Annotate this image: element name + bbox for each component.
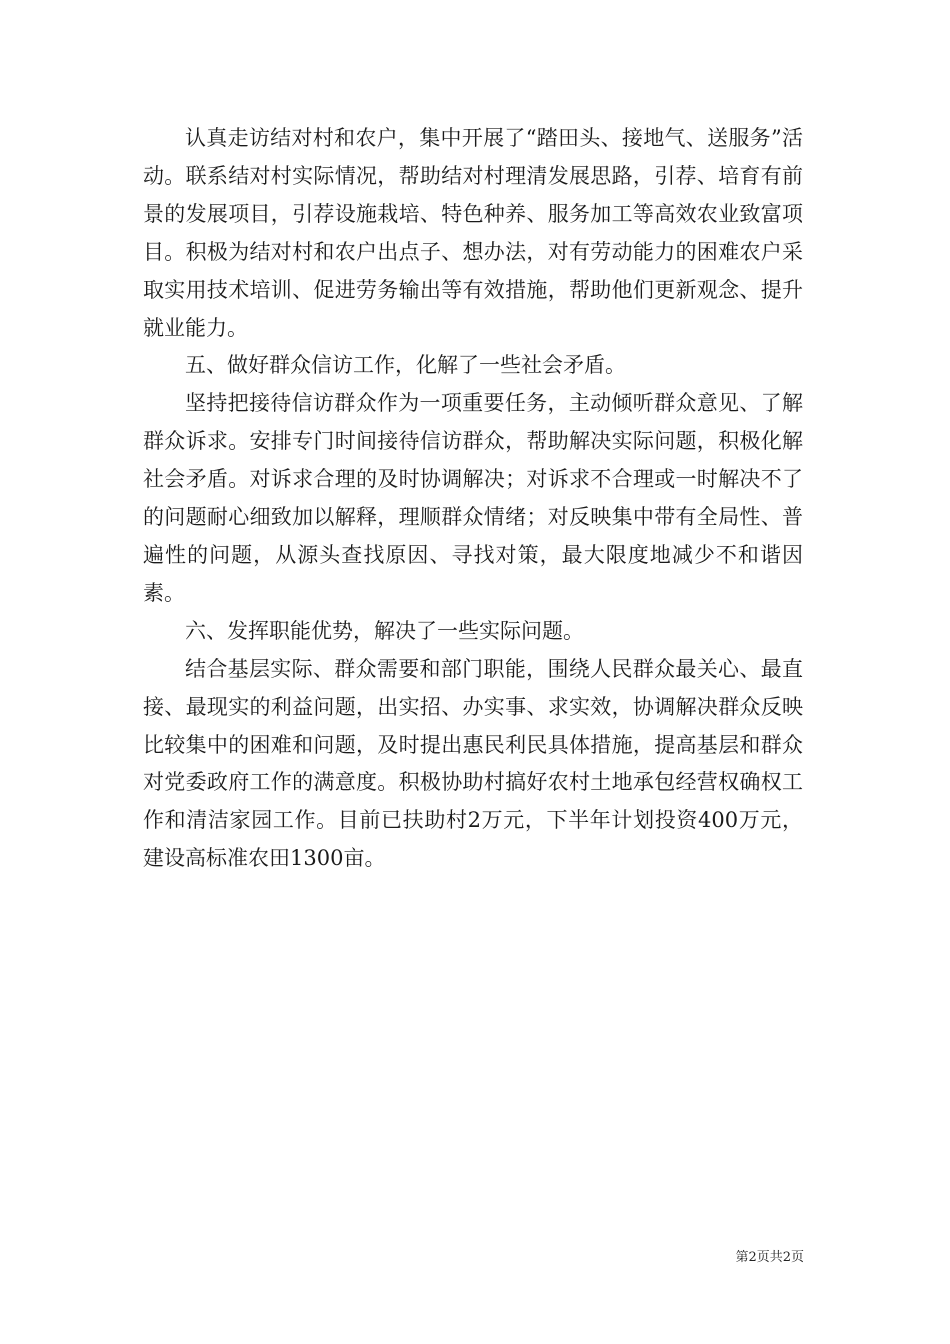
- section-heading-petitions: 五、做好群众信访工作，化解了一些社会矛盾。: [185, 353, 626, 378]
- paragraph-village-visits: 认真走访结对村和农户，集中开展了“踏田头、接地气、送服务”活动。联系结对村实际情况，帮助结对村理清发展思路，引荐、培育有前景的发展项目，引荐设施栽培、特色种养、服务加工等高效农业致富项目。积极为结对村和农户出点子、想办法，对有劳动能力的困难农户采取实用技术培训、促进劳务输出等有效措施，帮助他们更新观念、提升就业能力。: [143, 126, 803, 340]
- paragraph-petitions: 坚持把接待信访群众作为一项重要任务，主动倾听群众意见、了解群众诉求。安排专门时间接待信访群众，帮助解决实际问题，积极化解社会矛盾。对诉求合理的及时协调解决；对诉求不合理或一时解决不了的问题耐心细致加以解释，理顺群众情绪；对反映集中带有全局性、普遍性的问题，从源头查找原因、寻找对策，最大限度地减少不和谐因素。: [143, 391, 803, 605]
- page-number-footer: 第2页共2页: [735, 1250, 804, 1265]
- section-heading-functions: 六、发挥职能优势，解决了一些实际问题。: [185, 618, 584, 643]
- document-body: [143, 120, 803, 878]
- paragraph-functions: 结合基层实际、群众需要和部门职能，围绕人民群众最关心、最直接、最现实的利益问题，出实招、办实事、求实效，协调解决群众反映比较集中的困难和问题，及时提出惠民利民具体措施，提高基层和群众对党委政府工作的满意度。积极协助村搞好农村土地承包经营权确权工作和清洁家园工作。目前已扶助村2万元，下半年计划投资400万元，建设高标准农田1300亩。: [143, 656, 803, 871]
